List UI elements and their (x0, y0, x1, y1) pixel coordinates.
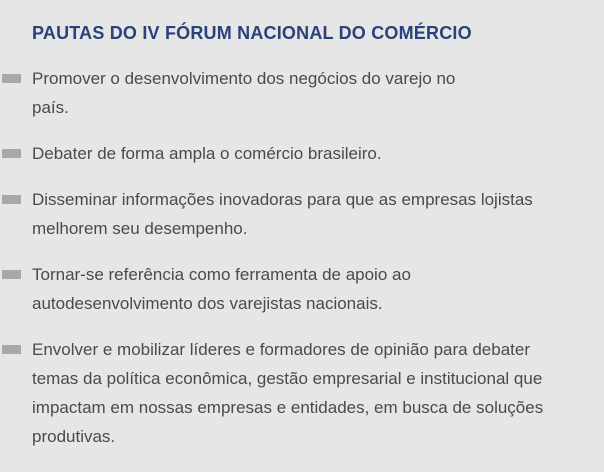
list-item-text: Promover o desenvolvimento dos negócios do varejo no país. (32, 69, 456, 117)
bullet-icon (2, 74, 21, 83)
list-item-text: Debater de forma ampla o comércio brasileiro. (32, 144, 382, 163)
list-item (0, 260, 526, 318)
list-item-text: Disseminar informações inovadoras para que as empresas lojistas melhorem seu desempenho. (32, 190, 533, 238)
list-item (0, 139, 604, 168)
list-item (0, 335, 604, 451)
list-item (0, 64, 516, 122)
list-item-text: Envolver e mobilizar líderes e formadores de opinião para debater temas da política econômica, gestão empresarial e institucional que impactam em nossas empresas e entidades, em busca de soluções produtivas. (32, 340, 544, 446)
bullet-icon (2, 345, 21, 354)
bullet-icon (2, 149, 21, 158)
list-item-text: Tornar-se referência como ferramenta de apoio ao autodesenvolvimento dos varejistas nacionais. (32, 265, 411, 313)
bullet-icon (2, 270, 21, 279)
list-item (0, 185, 604, 243)
agenda-list (0, 64, 604, 468)
bullet-icon (2, 195, 21, 204)
page-title: PAUTAS DO IV FÓRUM NACIONAL DO COMÉRCIO (32, 23, 472, 43)
